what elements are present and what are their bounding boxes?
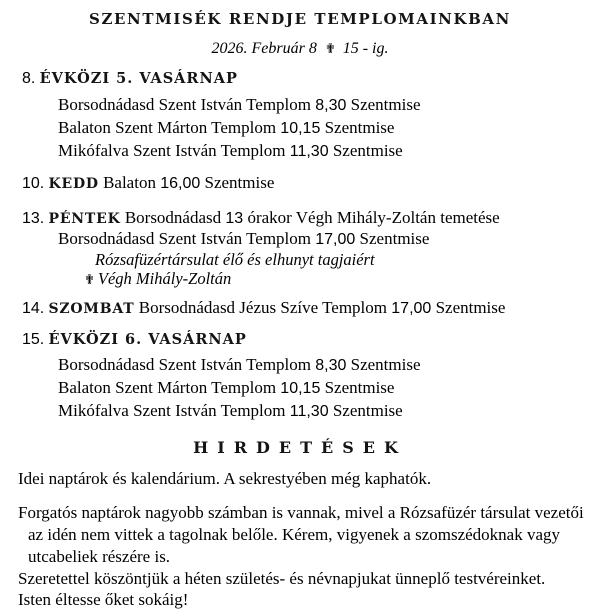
mass-time: 10,15 bbox=[280, 120, 321, 137]
mass-list bbox=[22, 354, 600, 423]
day-name: KEDD bbox=[48, 176, 99, 192]
mass-time: 8,30 bbox=[315, 97, 347, 114]
day-heading bbox=[22, 329, 600, 350]
mass-label: Szentmise bbox=[332, 141, 403, 160]
mass-label: Szentmise bbox=[324, 118, 395, 137]
day-number: 13. bbox=[22, 210, 45, 227]
cross-icon: ✟ bbox=[324, 42, 336, 57]
mass-time: 11,30 bbox=[289, 143, 329, 160]
cross-icon: ✟ bbox=[84, 273, 95, 288]
mass-time: 17,00 bbox=[315, 231, 356, 248]
schedule-entry-friday bbox=[22, 208, 600, 290]
mass-time: 8,30 bbox=[315, 357, 347, 374]
day-name: SZOMBAT bbox=[48, 301, 135, 317]
paragraph-line: Isten éltesse őket sokáig! bbox=[18, 590, 189, 609]
memorial-line bbox=[84, 269, 600, 290]
deceased-name: Végh Mihály-Zoltán bbox=[97, 269, 232, 288]
day-line bbox=[22, 298, 600, 319]
mass-place: Mikófalva Szent István Templom bbox=[58, 401, 286, 420]
funeral-hour: 13 bbox=[225, 210, 244, 227]
mass-place: Borsodnádasd Szent István Templom bbox=[58, 355, 311, 374]
schedule-entry-sunday-5 bbox=[22, 68, 600, 163]
mass-label: Szentmise bbox=[324, 378, 395, 397]
day-title: ÉVKÖZI 5. VASÁRNAP bbox=[39, 70, 238, 87]
funeral-place: Borsodnádasd bbox=[124, 208, 222, 227]
day-name: PÉNTEK bbox=[48, 211, 121, 227]
day-number: 8. bbox=[22, 70, 36, 87]
mass-place: Balaton bbox=[103, 173, 156, 192]
announcement-paragraph-1: Idei naptárok és kalendárium. A sekrestyében még kaphatók. bbox=[18, 469, 432, 488]
day-number: 14. bbox=[22, 300, 45, 317]
mass-time: 16,00 bbox=[160, 175, 201, 192]
schedule-entry-sunday-6 bbox=[22, 329, 600, 423]
date-prefix: 2026. Február 8 bbox=[211, 40, 317, 57]
schedule-entry-saturday bbox=[22, 298, 600, 319]
paragraph-line: utcabeliek részére is. bbox=[28, 547, 171, 566]
mass-list bbox=[22, 94, 600, 163]
mass-time: 10,15 bbox=[280, 380, 321, 397]
mass-label: Szentmise bbox=[332, 401, 403, 420]
mass-line bbox=[58, 140, 600, 163]
mass-label: Szentmise bbox=[435, 298, 506, 317]
mass-line bbox=[58, 117, 600, 140]
announcement-paragraph-3 bbox=[18, 568, 594, 610]
announcement-paragraph-2 bbox=[18, 502, 594, 568]
mass-place: Borsodnádasd Szent István Templom bbox=[58, 229, 311, 248]
day-number: 15. bbox=[22, 331, 45, 348]
date-range bbox=[0, 40, 600, 59]
church-bulletin-page bbox=[0, 10, 600, 609]
mass-label: Szentmise bbox=[350, 95, 421, 114]
mass-time: 11,30 bbox=[289, 403, 329, 420]
page-title: SZENTMISÉK RENDJE TEMPLOMAINKBAN bbox=[89, 10, 511, 28]
funeral-text: órakor Végh Mihály-Zoltán temetése bbox=[247, 208, 500, 227]
paragraph-line: az idén nem vittek a tagolnak belőle. Kérem, vigyenek a szomszédoknak vagy bbox=[28, 525, 561, 544]
day-heading bbox=[22, 68, 600, 89]
mass-place: Mikófalva Szent István Templom bbox=[58, 141, 286, 160]
mass-place: Balaton Szent Márton Templom bbox=[58, 118, 277, 137]
day-title: ÉVKÖZI 6. VASÁRNAP bbox=[48, 331, 247, 348]
schedule-entry-tuesday bbox=[22, 173, 600, 194]
announcements-heading: HIRDETÉSEK bbox=[193, 438, 407, 457]
mass-line bbox=[58, 400, 600, 423]
mass-intention: Rózsafüzértársulat élő és elhunyt tagjaiért bbox=[95, 250, 375, 269]
date-suffix: 15 - ig. bbox=[342, 40, 389, 57]
mass-line bbox=[58, 377, 600, 400]
mass-label: Szentmise bbox=[359, 229, 430, 248]
day-line bbox=[22, 208, 600, 229]
mass-line bbox=[58, 229, 600, 250]
mass-label: Szentmise bbox=[350, 355, 421, 374]
paragraph-line: Szeretettel köszöntjük a héten születés- és névnapjukat ünneplő testvéreinket. bbox=[18, 569, 546, 588]
paragraph-line: Forgatós naptárok nagyobb számban is vannak, mivel a Rózsafüzér társulat vezetői bbox=[18, 503, 584, 522]
mass-place: Borsodnádasd Szent István Templom bbox=[58, 95, 311, 114]
mass-time: 17,00 bbox=[391, 300, 432, 317]
day-line bbox=[22, 173, 600, 194]
mass-place: Borsodnádasd Jézus Szíve Templom bbox=[138, 298, 388, 317]
mass-line bbox=[58, 94, 600, 117]
day-number: 10. bbox=[22, 175, 45, 192]
mass-label: Szentmise bbox=[204, 173, 275, 192]
mass-place: Balaton Szent Márton Templom bbox=[58, 378, 277, 397]
mass-line bbox=[58, 354, 600, 377]
